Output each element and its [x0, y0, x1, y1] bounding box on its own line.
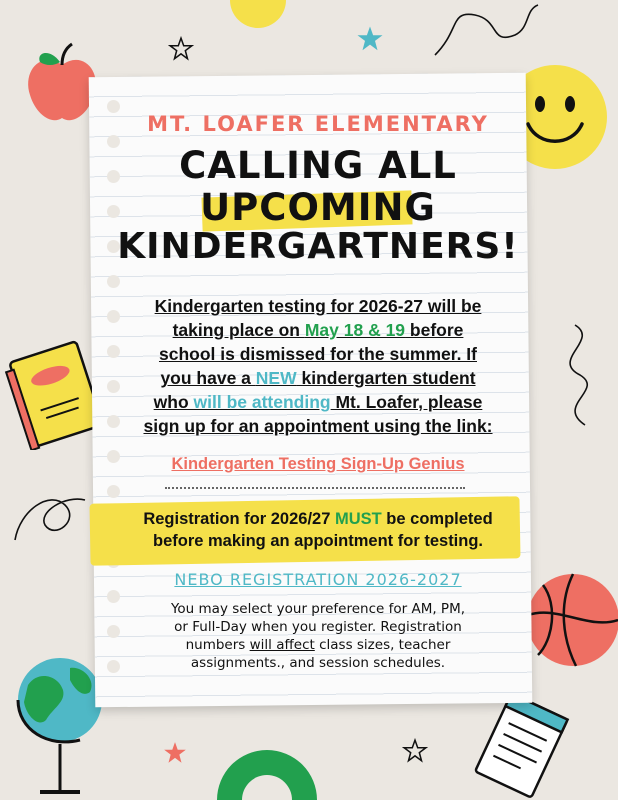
- school-name: MT. LOAFER ELEMENTARY: [147, 112, 489, 136]
- star-teal-icon: [355, 24, 385, 54]
- registration-notice: Registration for 2026/27 MUST be completed before making an appointment for testing.: [143, 510, 493, 550]
- must-word: MUST: [334, 510, 382, 528]
- headline-line-2: UPCOMING: [200, 186, 436, 229]
- new-word: NEW: [255, 368, 297, 388]
- sun-circle-decoration: [228, 0, 288, 30]
- squiggle-top-decoration: [430, 0, 540, 60]
- testing-dates: May 18 & 19: [304, 320, 406, 340]
- squiggle-left-decoration: [10, 480, 90, 550]
- signup-genius-link[interactable]: Kindergarten Testing Sign-Up Genius: [171, 455, 465, 473]
- star-outline-icon: [168, 36, 194, 62]
- will-affect-phrase: will affect: [249, 637, 315, 653]
- squiggle-right-decoration: [540, 320, 610, 430]
- protractor-icon: [212, 735, 322, 800]
- star-coral-icon: [162, 740, 188, 766]
- testing-info-paragraph: Kindergarten testing for 2026-27 will be taking place on May 18 & 19 before school is dismissed for the summer. If you have a NEW kindergarten student who will be attending Mt. Loafer, please sign up for an appointment using the link:: [143, 296, 493, 436]
- preference-paragraph: You may select your preference for AM, PM, or Full-Day when you register. Registration numbers will affect class sizes, teacher assignments., and session schedules.: [170, 601, 466, 671]
- nebo-registration-link[interactable]: NEBO REGISTRATION 2026-2027: [174, 570, 462, 589]
- basketball-icon: [518, 570, 618, 670]
- dotted-divider: [165, 487, 465, 489]
- attending-phrase: will be attending: [193, 392, 331, 412]
- headline-line-3: KINDERGARTNERS!: [117, 226, 519, 267]
- notepad-icon: [470, 692, 570, 800]
- headline-line-1: CALLING ALL: [179, 144, 457, 187]
- star-outline-bottom-icon: [402, 738, 428, 764]
